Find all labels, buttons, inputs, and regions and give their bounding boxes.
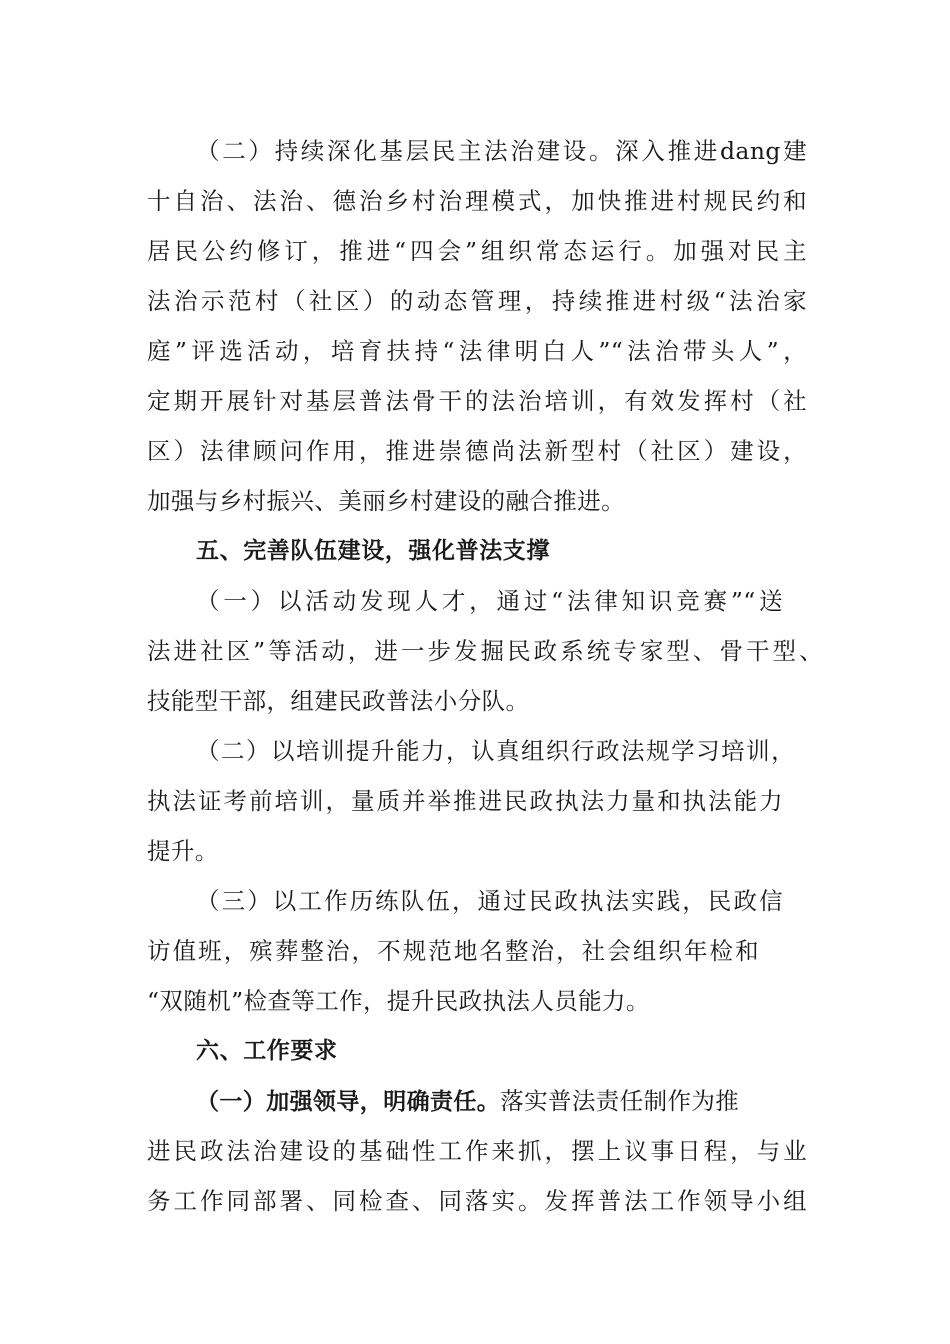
paragraph-line: 提升。 bbox=[147, 837, 219, 865]
paragraph-line: 法治示范村（社区）的动态管理，持续推进村级“法治家 bbox=[147, 287, 807, 315]
paragraph-line: 区）法律顾问作用，推进崇德尚法新型村（社区）建设， bbox=[147, 437, 807, 465]
section-heading: 六、工作要求 bbox=[196, 1038, 338, 1064]
paragraph-line: 访值班，殡葬整治，不规范地名整治，社会组织年检和 bbox=[147, 937, 759, 965]
paragraph-line: 十自治、法治、德治乡村治理模式，加快推进村规民约和 bbox=[147, 187, 807, 215]
paragraph-line: 居民公约修订，推进“四会”组织常态运行。加强对民主 bbox=[147, 237, 807, 265]
paragraph-line: （三）以工作历练队伍，通过民政执法实践，民政信 bbox=[196, 887, 783, 915]
paragraph-line: 务工作同部署、同检查、同落实。发挥普法工作领导小组 bbox=[147, 1187, 807, 1215]
section-heading: 五、完善队伍建设，强化普法支撑 bbox=[196, 538, 550, 564]
paragraph-line: （二）以培训提升能力，认真组织行政法规学习培训， bbox=[196, 737, 795, 765]
paragraph-line: 技能型干部，组建民政普法小分队。 bbox=[147, 687, 530, 715]
paragraph-line: 加强与乡村振兴、美丽乡村建设的融合推进。 bbox=[147, 487, 625, 515]
paragraph-line: “双随机”检查等工作，提升民政执法人员能力。 bbox=[147, 987, 650, 1015]
paragraph-line bbox=[196, 1083, 807, 1119]
paragraph-line: 定期开展针对基层普法骨干的法治培训，有效发挥村（社 bbox=[147, 387, 807, 415]
paragraph-line: （二）持续深化基层民主法治建设。深入推进dang建 bbox=[196, 137, 807, 165]
paragraph-line: 法进社区”等活动，进一步发掘民政系统专家型、骨干型、 bbox=[147, 637, 823, 665]
paragraph-line: 庭”评选活动，培育扶持“法律明白人”“法治带头人”， bbox=[147, 337, 807, 365]
paragraph-line: 执法证考前培训，量质并举推进民政执法力量和执法能力 bbox=[147, 787, 783, 815]
paragraph-line: （一）以活动发现人才，通过“法律知识竞赛”“送 bbox=[196, 587, 783, 615]
bold-lead-text: （一）加强领导，明确责任。 bbox=[196, 1089, 501, 1115]
paragraph-text: 落实普法责任制作为推 bbox=[500, 1087, 740, 1115]
paragraph-line: 进民政法治建设的基础性工作来抓，摆上议事日程，与业 bbox=[147, 1137, 807, 1165]
